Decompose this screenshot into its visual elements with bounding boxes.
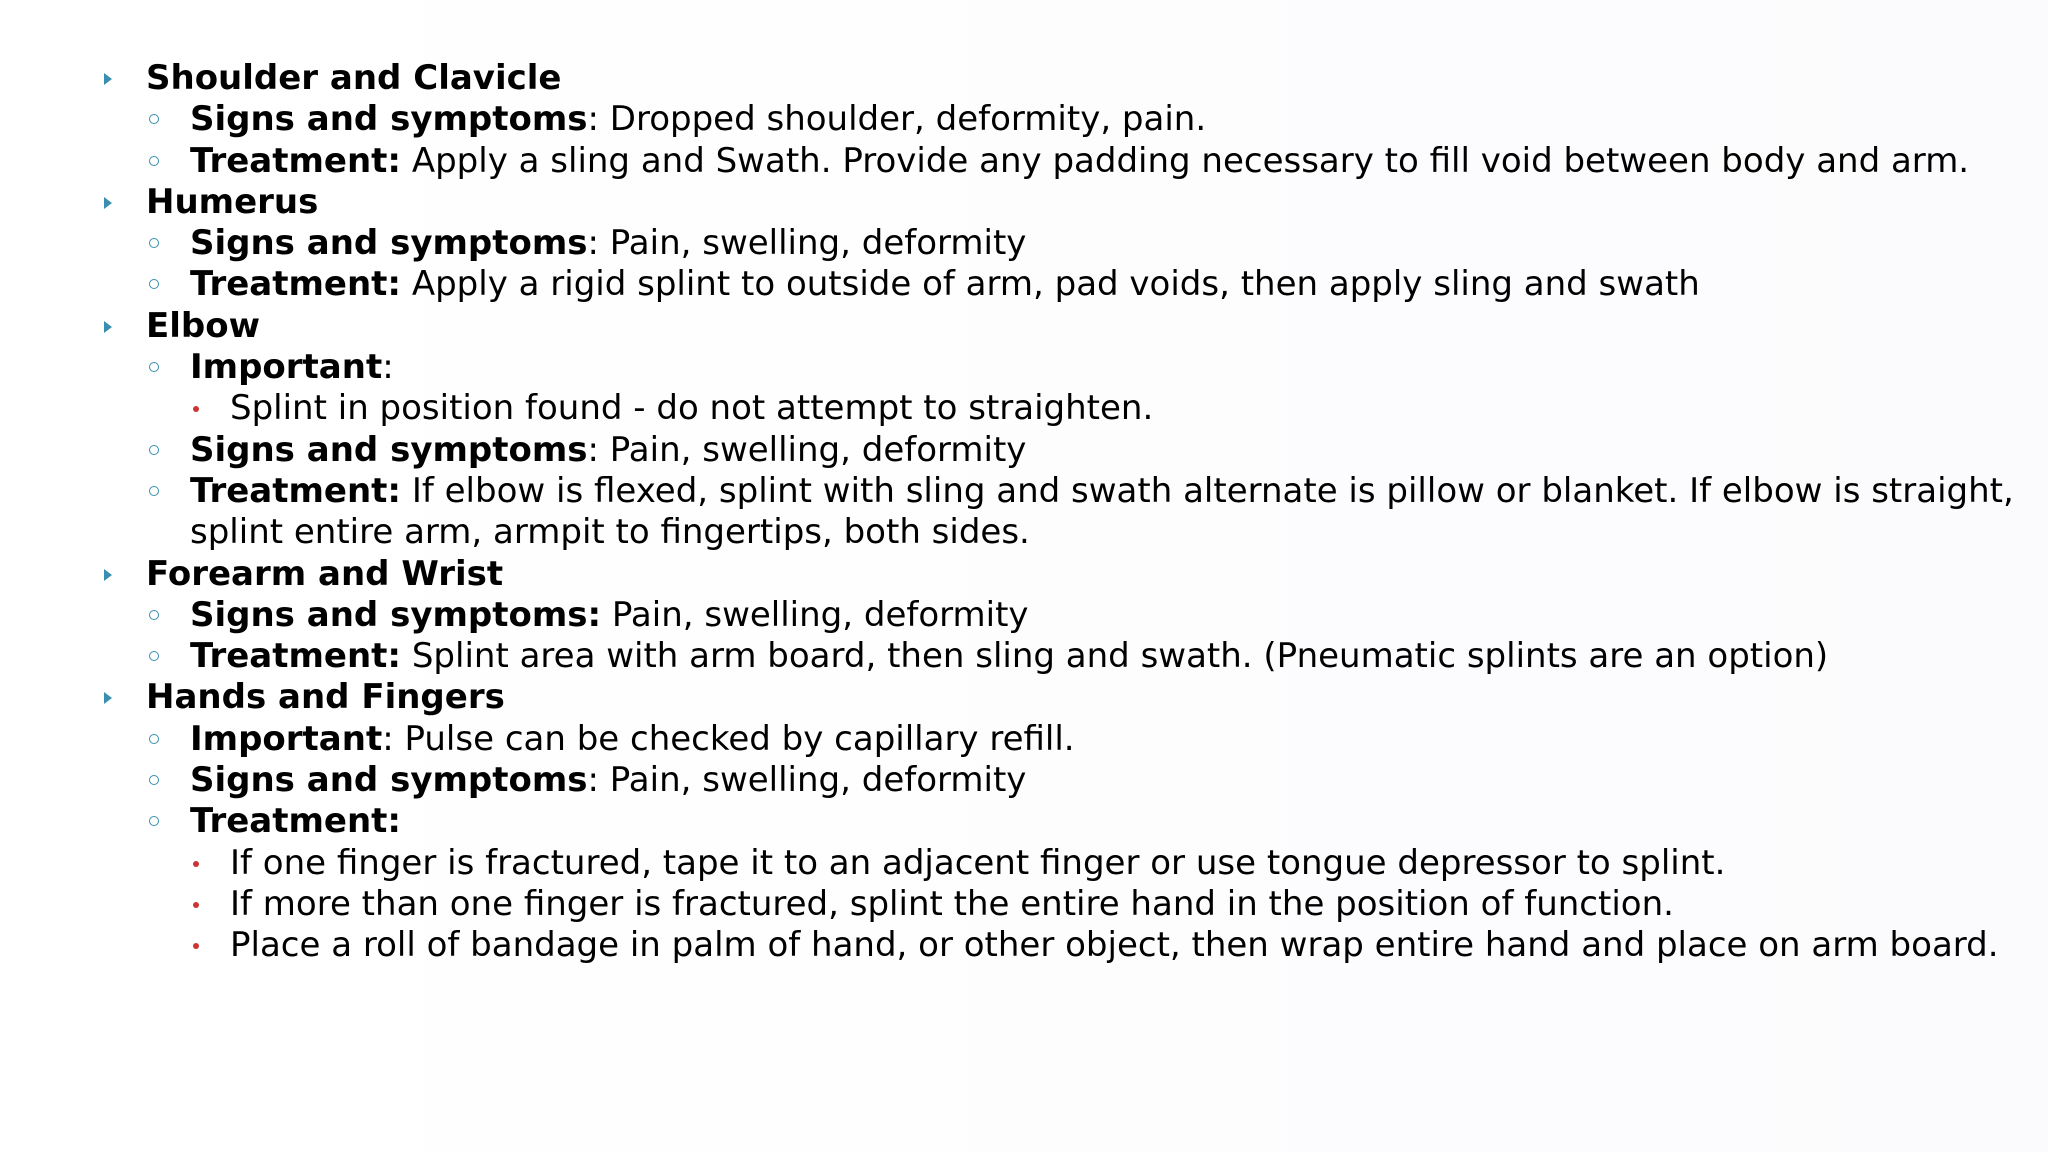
bullet-item bbox=[102, 760, 2022, 801]
bullet-text: Pulse can be checked by capillary refill. bbox=[393, 718, 1075, 759]
triangle-bullet-icon bbox=[104, 73, 112, 85]
label-separator: : bbox=[587, 760, 599, 801]
bullet-text: Dropped shoulder, deformity, pain. bbox=[599, 99, 1207, 140]
section-heading-text: Hands and Fingers bbox=[146, 677, 505, 718]
dot-bullet-icon bbox=[193, 943, 199, 949]
bullet-label: Treatment: bbox=[190, 801, 402, 842]
bullet-label: Important bbox=[190, 718, 383, 759]
section-heading-text: Humerus bbox=[146, 181, 319, 222]
hollow-circle-bullet-icon bbox=[149, 651, 159, 661]
bullet-text: Pain, swelling, deformity bbox=[601, 594, 1029, 635]
triangle-bullet-icon bbox=[104, 569, 112, 581]
triangle-bullet-icon bbox=[104, 321, 112, 333]
bullet-label: Signs and symptoms bbox=[190, 760, 588, 801]
dot-bullet-icon bbox=[193, 902, 199, 908]
section-heading-text: Shoulder and Clavicle bbox=[146, 58, 562, 98]
hollow-circle-bullet-icon bbox=[149, 238, 159, 248]
bullet-label: Treatment: bbox=[190, 470, 402, 511]
bullet-label: Signs and symptoms bbox=[190, 223, 588, 264]
bullet-label: Signs and symptoms bbox=[190, 429, 588, 470]
bullet-continuation bbox=[102, 512, 2022, 553]
bullet-label: Signs and symptoms bbox=[190, 99, 588, 140]
section-heading-text: Elbow bbox=[146, 305, 260, 346]
sub-bullet-text: If one finger is fractured, tape it to an adjacent finger or use tongue depressor to splint. bbox=[230, 842, 1726, 883]
bullet-label: Treatment: bbox=[190, 636, 402, 677]
sub-bullet-text: Place a roll of bandage in palm of hand, or other object, then wrap entire hand and place on arm board. bbox=[230, 925, 1999, 966]
sub-bullet-text: If more than one finger is fractured, splint the entire hand in the position of function. bbox=[230, 883, 1674, 924]
bullet-list bbox=[102, 58, 2022, 967]
hollow-circle-bullet-icon bbox=[149, 610, 159, 620]
section-heading bbox=[102, 554, 2022, 595]
hollow-circle-bullet-icon bbox=[149, 445, 159, 455]
label-separator: : bbox=[382, 718, 394, 759]
bullet-text: If elbow is flexed, splint with sling and swath alternate is pillow or blanket. If elbow is straight, bbox=[401, 470, 2014, 511]
sub-bullet-item bbox=[102, 884, 2022, 925]
bullet-item bbox=[102, 264, 2022, 305]
bullet-item bbox=[102, 595, 2022, 636]
bullet-label: Signs and symptoms: bbox=[190, 594, 602, 635]
hollow-circle-bullet-icon bbox=[149, 734, 159, 744]
sub-bullet-item bbox=[102, 843, 2022, 884]
continuation-text: splint entire arm, armpit to fingertips, both sides. bbox=[190, 512, 1030, 553]
sub-bullet-item bbox=[102, 388, 2022, 429]
bullet-text: Splint area with arm board, then sling and swath. (Pneumatic splints are an option) bbox=[401, 636, 1829, 677]
bullet-item bbox=[102, 471, 2022, 512]
bullet-label: Treatment: bbox=[190, 140, 402, 181]
bullet-text: Apply a rigid splint to outside of arm, pad voids, then apply sling and swath bbox=[401, 264, 1700, 305]
hollow-circle-bullet-icon bbox=[149, 775, 159, 785]
bullet-text: Pain, swelling, deformity bbox=[599, 760, 1027, 801]
section-heading bbox=[102, 182, 2022, 223]
triangle-bullet-icon bbox=[104, 692, 112, 704]
hollow-circle-bullet-icon bbox=[149, 156, 159, 166]
bullet-text: Apply a sling and Swath. Provide any padding necessary to fill void between body and arm. bbox=[401, 140, 1970, 181]
triangle-bullet-icon bbox=[104, 197, 112, 209]
hollow-circle-bullet-icon bbox=[149, 486, 159, 496]
bullet-item bbox=[102, 719, 2022, 760]
bullet-item bbox=[102, 801, 2022, 842]
section-heading bbox=[102, 58, 2022, 99]
dot-bullet-icon bbox=[193, 406, 199, 412]
bullet-item bbox=[102, 347, 2022, 388]
section-heading bbox=[102, 677, 2022, 718]
sub-bullet-text: Splint in position found - do not attempt to straighten. bbox=[230, 388, 1154, 429]
hollow-circle-bullet-icon bbox=[149, 362, 159, 372]
label-separator: : bbox=[587, 99, 599, 140]
bullet-item bbox=[102, 223, 2022, 264]
bullet-text: Pain, swelling, deformity bbox=[599, 429, 1027, 470]
hollow-circle-bullet-icon bbox=[149, 816, 159, 826]
bullet-item bbox=[102, 99, 2022, 140]
dot-bullet-icon bbox=[193, 861, 199, 867]
hollow-circle-bullet-icon bbox=[149, 279, 159, 289]
section-heading bbox=[102, 306, 2022, 347]
label-separator: : bbox=[382, 347, 394, 388]
label-separator: : bbox=[587, 429, 599, 470]
bullet-item bbox=[102, 141, 2022, 182]
bullet-text: Pain, swelling, deformity bbox=[599, 223, 1027, 264]
section-heading-text: Forearm and Wrist bbox=[146, 553, 504, 594]
bullet-label: Important bbox=[190, 347, 383, 388]
sub-bullet-item bbox=[102, 925, 2022, 966]
hollow-circle-bullet-icon bbox=[149, 114, 159, 124]
bullet-item bbox=[102, 636, 2022, 677]
label-separator: : bbox=[587, 223, 599, 264]
bullet-label: Treatment: bbox=[190, 264, 402, 305]
bullet-item bbox=[102, 430, 2022, 471]
